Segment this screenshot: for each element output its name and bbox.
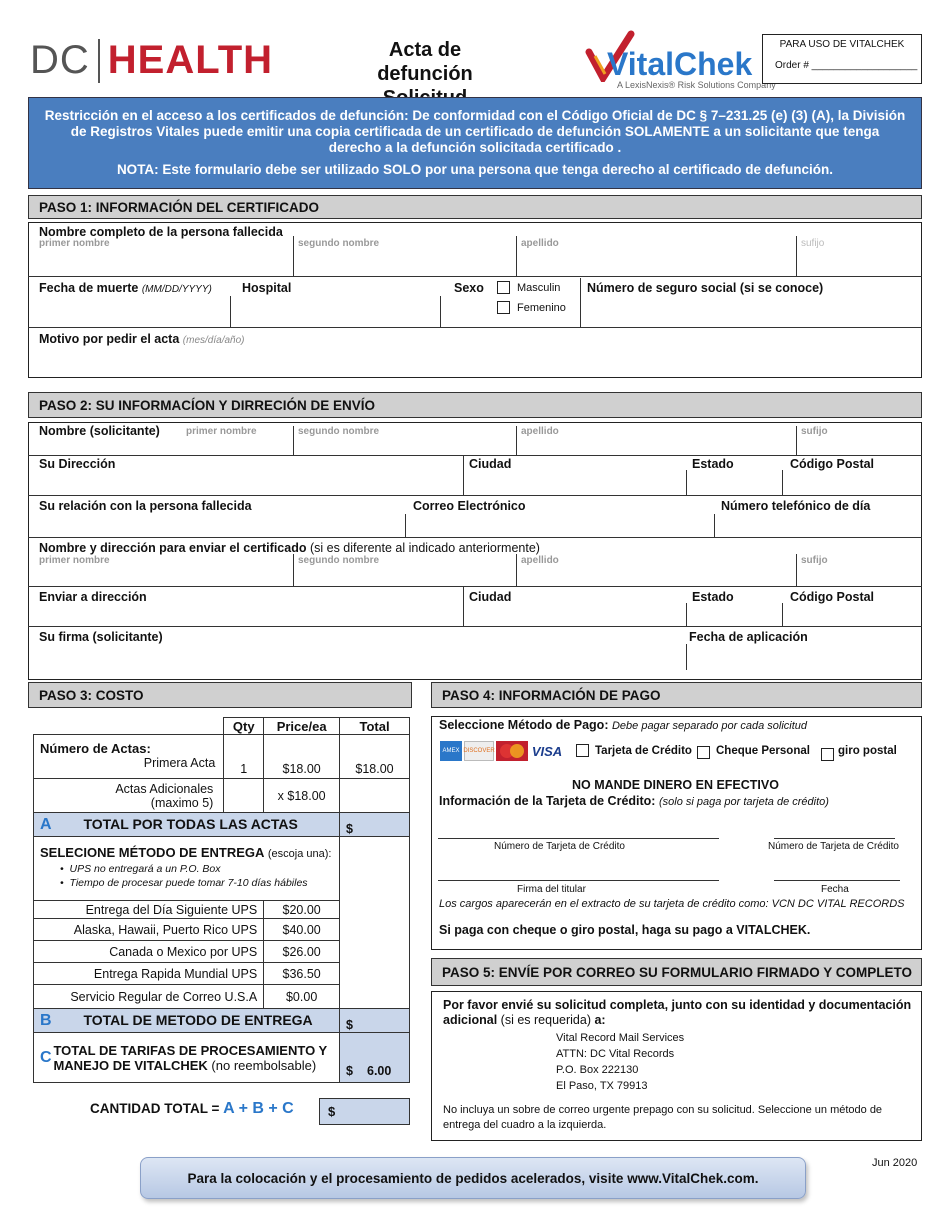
- money-order-label: giro postal: [838, 745, 897, 757]
- delivery-price-2: $40.00: [264, 919, 340, 941]
- card-info-label: Información de la Tarjeta de Crédito: (solo si paga por tarjeta de crédito): [439, 794, 829, 808]
- applicant-middle-placeholder: segundo nombre: [298, 426, 380, 437]
- vitalchek-tagline: A LexisNexis® Risk Solutions Company: [617, 80, 776, 90]
- death-date-label: Fecha de muerte (MM/DD/YYYY): [39, 281, 212, 295]
- deceased-name-input[interactable]: [30, 252, 920, 276]
- a-letter: A: [40, 815, 52, 833]
- cost-table: [33, 717, 410, 1083]
- card-number-line-2[interactable]: [774, 838, 895, 839]
- step4-header: PASO 4: INFORMACIÓN DE PAGO: [431, 682, 922, 708]
- no-cash-notice: NO MANDE DINERO EN EFECTIVO: [572, 778, 779, 792]
- ssn-label: Número de seguro social (si se conoce): [587, 281, 824, 295]
- check-label: Cheque Personal: [716, 745, 810, 757]
- delivery-option-2[interactable]: Alaska, Hawaii, Puerto Rico UPS: [34, 919, 264, 941]
- bullet-2: • Tiempo de procesar puede tomar 7-10 días hábiles: [60, 877, 308, 889]
- date-line[interactable]: [774, 880, 900, 881]
- additional-label: Actas Adicionales: [115, 781, 214, 796]
- ship-middle-placeholder: segundo nombre: [298, 555, 380, 566]
- delivery-price-4: $36.50: [264, 963, 340, 985]
- addr-line-2: ATTN: DC Vital Records: [556, 1048, 675, 1060]
- first-acta-cell: [34, 735, 224, 779]
- delivery-header-cell: [34, 837, 340, 901]
- additional-max: (maximo 5): [150, 795, 214, 810]
- relation-label: Su relación con la persona fallecida: [39, 499, 252, 513]
- app-date-label: Fecha de aplicación: [689, 630, 808, 644]
- total-a-row: [34, 813, 340, 837]
- ship-address-label: Enviar a dirección: [39, 590, 147, 604]
- restriction-text: Restricción en el acceso a los certificados de defunción: De conformidad con el Código Oficial de DC § 7–231.25 (e) (3) (A), la División de Registros Vitales puede emitir una copia certificada de un certificado de defunción SOLAMENTE a un solicitante que tenga derecho a la defunción solicitada certificado .: [44, 108, 906, 155]
- total-c-row: [34, 1033, 340, 1083]
- signature-input[interactable]: [30, 646, 684, 678]
- deceased-middle-placeholder: segundo nombre: [298, 238, 380, 249]
- sex-label: Sexo: [454, 281, 484, 295]
- card-number-label: Número de Tarjeta de Crédito: [494, 841, 625, 852]
- visa-icon: VISA: [531, 743, 563, 759]
- amex-icon: AMEX: [440, 741, 462, 761]
- b-letter: B: [40, 1011, 52, 1029]
- first-total: $18.00: [340, 735, 410, 779]
- step2-header: PASO 2: SU INFORMACÍON Y DIRRECIÓN DE ENVÍO: [28, 392, 922, 418]
- office-use-box: [762, 34, 922, 84]
- blank-header: [34, 718, 224, 735]
- deceased-first-placeholder: primer nombre: [39, 238, 110, 249]
- deceased-last-placeholder: apellido: [521, 238, 559, 249]
- delivery-option-5[interactable]: Servicio Regular de Correo U.S.A: [34, 985, 264, 1009]
- grand-total-label: CANTIDAD TOTAL = A + B + C: [90, 1100, 294, 1117]
- ship-state-label: Estado: [692, 590, 734, 604]
- delivery-option-4[interactable]: Entrega Rapida Mundial UPS: [34, 963, 264, 985]
- step3-header: PASO 3: COSTO: [28, 682, 412, 708]
- money-order-checkbox[interactable]: [821, 748, 834, 761]
- applicant-last-placeholder: apellido: [521, 426, 559, 437]
- c-label: TOTAL DE TARIFAS DE PROCESAMIENTO Y MANEJO DE VITALCHEK: [53, 1042, 327, 1073]
- charges-note: Los cargos aparecerán en el extracto de su tarjeta de crédito como: VCN DC VITAL RECORDS: [439, 898, 905, 910]
- delivery-price-3: $26.00: [264, 941, 340, 963]
- male-label: Masculin: [517, 282, 561, 294]
- c-note: (no reembolsable): [211, 1057, 317, 1073]
- col-price: Price/ea: [264, 718, 340, 735]
- restriction-banner: [28, 97, 922, 189]
- addr-line-4: El Paso, TX 79913: [556, 1080, 648, 1092]
- bullet-1: • UPS no entregará a un P.O. Box: [60, 863, 221, 875]
- credit-label: Tarjeta de Crédito: [595, 745, 692, 757]
- reason-label: Motivo por pedir el acta (mes/día/año): [39, 332, 245, 346]
- female-label: Femenino: [517, 302, 566, 314]
- vitalchek-name: VitalChek: [607, 46, 753, 82]
- deceased-name-label: Nombre completo de la persona fallecida: [39, 225, 283, 239]
- first-price: $18.00: [264, 735, 340, 779]
- mail-address: [556, 1030, 684, 1094]
- col-qty: Qty: [224, 718, 264, 735]
- delivery-price-1: $20.00: [264, 901, 340, 919]
- dc-health-logo: [30, 38, 273, 83]
- payment-method-label: Seleccione Método de Pago: Debe pagar separado por cada solicitud: [439, 718, 808, 732]
- reason-input[interactable]: [30, 348, 920, 376]
- check-pay-note: Si paga con cheque o giro postal, haga su pago a VITALCHEK.: [439, 923, 811, 937]
- hospital-label: Hospital: [242, 281, 292, 295]
- ship-suffix-placeholder: sufijo: [801, 555, 828, 566]
- a-label: TOTAL POR TODAS LAS ACTAS: [83, 815, 298, 832]
- c-letter: C: [40, 1048, 52, 1066]
- delivery-option-3[interactable]: Canada o Mexico por UPS: [34, 941, 264, 963]
- first-acta-label: Primera Acta: [143, 756, 216, 770]
- total-c-value: $ 6.00: [340, 1033, 410, 1083]
- vitalchek-logo: [585, 30, 776, 92]
- step1-header: PASO 1: INFORMACIÓN DEL CERTIFICADO: [28, 195, 922, 219]
- ship-last-placeholder: apellido: [521, 555, 559, 566]
- total-b-row: [34, 1009, 340, 1033]
- discover-icon: DISCOVER: [464, 741, 494, 761]
- applicant-first-placeholder: primer nombre: [186, 426, 257, 437]
- delivery-title: SELECIONE MÉTODO DE ENTREGA: [40, 845, 265, 860]
- addr-line-1: Vital Record Mail Services: [556, 1032, 685, 1044]
- delivery-price-5: $0.00: [264, 985, 340, 1009]
- total-a-value[interactable]: $: [340, 813, 410, 837]
- ship-name-label: Nombre y dirección para enviar el certificado (si es diferente al indicado anteriormente): [39, 541, 540, 555]
- credit-checkbox[interactable]: [576, 744, 589, 757]
- logo-divider: [98, 39, 100, 83]
- b-label: TOTAL DE METODO DE ENTREGA: [83, 1011, 313, 1028]
- date-label: Fecha: [821, 884, 849, 895]
- female-checkbox[interactable]: [497, 301, 510, 314]
- logo-dc: DC: [30, 38, 90, 82]
- office-use-label: PARA USO DE VITALCHEK: [779, 39, 905, 50]
- restriction-note: NOTA: Este formulario debe ser utilizado SOLO por una persona que tenga derecho al certificado de defunción.: [116, 162, 834, 177]
- applicant-suffix-placeholder: sufijo: [801, 426, 828, 437]
- phone-label: Número telefónico de día: [721, 499, 871, 513]
- additional-qty-input[interactable]: [224, 779, 264, 813]
- col-total: Total: [340, 718, 410, 735]
- city-label: Ciudad: [469, 457, 512, 471]
- deceased-suffix-placeholder: sufijo: [801, 238, 825, 249]
- addr-line-3: P.O. Box 222130: [556, 1064, 639, 1076]
- holder-signature-line[interactable]: [438, 880, 719, 881]
- mail-intro: Por favor envié su solicitud completa, junto con su identidad y documentación adicional (si es requerida) a:: [443, 998, 912, 1027]
- title-line1: Acta de defunción: [377, 39, 473, 85]
- holder-signature-label: Firma del titular: [517, 884, 586, 895]
- additional-price: x $18.00: [264, 779, 340, 813]
- first-qty: 1: [224, 735, 264, 779]
- additional-total-input[interactable]: [340, 779, 410, 813]
- delivery-total-column: [340, 837, 410, 1009]
- check-checkbox[interactable]: [697, 746, 710, 759]
- card-number-line[interactable]: [438, 838, 719, 839]
- state-label: Estado: [692, 457, 734, 471]
- mail-footer-note: No incluya un sobre de correo urgente prepago con su solicitud. Seleccione un método de entrega del cuadro a la izquierda.: [443, 1104, 883, 1131]
- mastercard-icon: [496, 741, 528, 761]
- signature-label: Su firma (solicitante): [39, 630, 163, 644]
- applicant-name-label: Nombre (solicitante): [39, 424, 160, 438]
- male-checkbox[interactable]: [497, 281, 510, 294]
- logo-health: HEALTH: [107, 38, 274, 82]
- num-actas-label: Número de Actas:: [40, 741, 151, 756]
- card-logos: [440, 741, 564, 761]
- additional-cell: [34, 779, 224, 813]
- order-number-field[interactable]: Order # ___________________: [775, 60, 918, 71]
- step5-header: PASO 5: ENVÍE POR CORREO SU FORMULARIO FIRMADO Y COMPLETO: [431, 958, 922, 986]
- card-number-label-2: Número de Tarjeta de Crédito: [768, 841, 899, 852]
- delivery-note: (escoja una):: [267, 848, 332, 860]
- ship-zip-label: Código Postal: [790, 590, 875, 604]
- total-b-value[interactable]: $: [340, 1009, 410, 1033]
- ship-first-placeholder: primer nombre: [39, 555, 110, 566]
- delivery-option-1[interactable]: Entrega del Día Siguiente UPS: [34, 901, 264, 919]
- ship-city-label: Ciudad: [469, 590, 512, 604]
- form-date: Jun 2020: [872, 1157, 918, 1169]
- address-label: Su Dirección: [39, 457, 116, 471]
- zip-label: Código Postal: [790, 457, 875, 471]
- footer-banner[interactable]: Para la colocación y el procesamiento de pedidos acelerados, visite www.VitalChek.com.: [140, 1157, 806, 1199]
- email-label: Correo Electrónico: [413, 499, 526, 513]
- grand-total-value[interactable]: $: [319, 1098, 410, 1125]
